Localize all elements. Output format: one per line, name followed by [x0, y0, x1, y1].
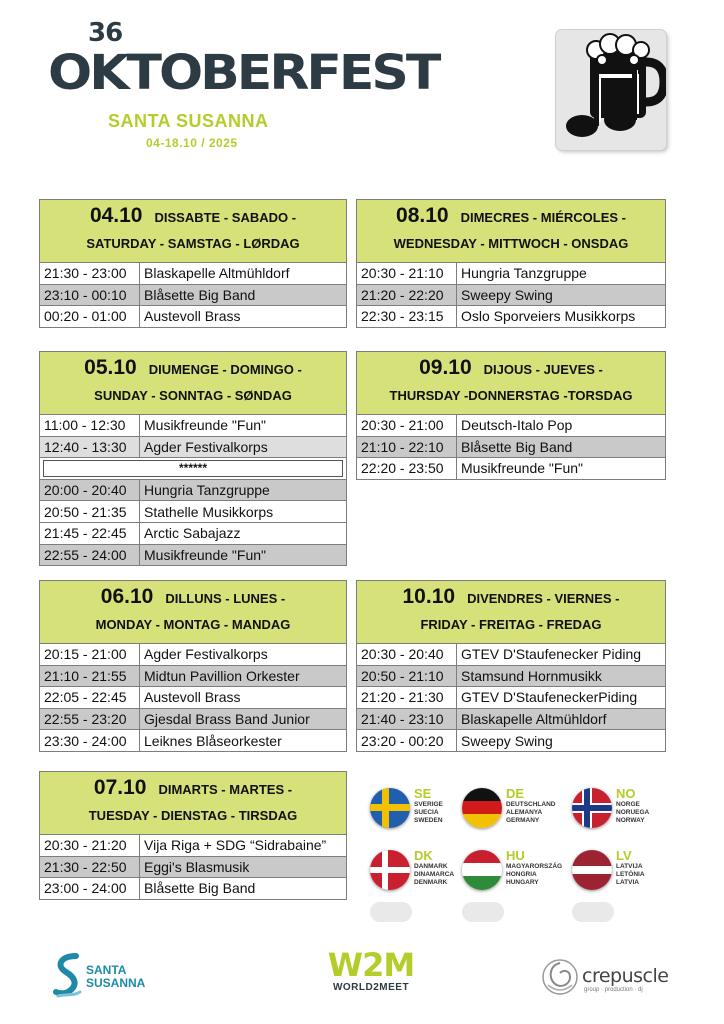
band-name: Deutsch-Italo Pop [461, 417, 573, 434]
day-header [39, 199, 347, 263]
flags-reflection [370, 902, 660, 932]
performance-time: 23:20 - 00:20 [357, 730, 457, 751]
performance-time: 12:40 - 13:30 [40, 437, 140, 458]
schedule-row [356, 709, 666, 731]
edition-number: 36 [88, 18, 123, 48]
day-header [356, 199, 666, 263]
country-flag [572, 848, 672, 900]
day-names-line1: DILLUNS - LUNES - [165, 591, 286, 606]
day-names-line2: SATURDAY - SAMSTAG - LØRDAG [86, 236, 300, 251]
band-name: Vija Riga + SDG “Sidrabaine” [144, 837, 327, 854]
day-block [39, 351, 347, 566]
performance-time: 20:50 - 21:35 [40, 501, 140, 522]
day-header [39, 771, 347, 835]
performance-time: 22:55 - 24:00 [40, 545, 140, 566]
schedule-row [39, 263, 347, 285]
separator-row [39, 458, 347, 480]
oktoberfest-logo [48, 18, 439, 158]
performance-time: 23:00 - 24:00 [40, 878, 140, 899]
performance-time: 21:40 - 23:10 [357, 709, 457, 730]
schedule-row [356, 458, 666, 480]
festival-location: SANTA SUSANNA [108, 111, 269, 131]
performance-time: 20:30 - 21:00 [357, 415, 457, 436]
schedule-row [39, 835, 347, 857]
schedule-row [39, 306, 347, 328]
country-code: DK [414, 848, 433, 863]
band-name: Arctic Sabajazz [144, 525, 241, 542]
country-flag [462, 786, 562, 838]
band-name: Stathelle Musikkorps [144, 503, 274, 520]
performance-time: 21:30 - 22:50 [40, 857, 140, 878]
country-names: NORGE NORUEGA NORWAY [616, 801, 650, 824]
schedule-row [39, 730, 347, 752]
schedule-row [356, 263, 666, 285]
performance-time: 20:50 - 21:10 [357, 666, 457, 687]
day-block [39, 580, 347, 752]
performance-time: 20:30 - 20:40 [357, 644, 457, 665]
country-flag [462, 848, 562, 900]
day-names-line1: DIMECRES - MIÉRCOLES - [460, 210, 626, 225]
performance-time: 23:10 - 00:10 [40, 285, 140, 306]
band-name: Musikfreunde "Fun" [144, 546, 266, 563]
band-name: Sweepy Swing [461, 286, 553, 303]
schedule-row [39, 545, 347, 567]
schedule-row [356, 730, 666, 752]
schedule-row [356, 306, 666, 328]
latvia-flag-icon [572, 850, 612, 890]
band-name: Agder Festivalkorps [144, 646, 268, 663]
performance-time: 23:30 - 24:00 [40, 730, 140, 751]
country-flag [370, 786, 470, 838]
day-header [39, 580, 347, 644]
country-code: HU [506, 848, 525, 863]
world2meet-logo: W2M WORLD2MEET [327, 946, 415, 993]
festival-dates: 04-18.10 / 2025 [146, 136, 238, 150]
day-names-line1: DIUMENGE - DOMINGO - [148, 362, 302, 377]
day-block [356, 199, 666, 328]
performance-time: 11:00 - 12:30 [40, 415, 140, 436]
performance-time: 21:10 - 21:55 [40, 666, 140, 687]
band-name: Blaskapelle Altmühldorf [461, 711, 607, 728]
day-date: 08.10 [396, 204, 449, 227]
day-names-line1: DIMARTS - MARTES - [158, 782, 293, 797]
band-name: Blåsette Big Band [144, 880, 256, 897]
santa-susanna-mark-icon [52, 952, 82, 998]
country-code: DE [506, 786, 525, 801]
santa-susanna-logo [52, 952, 162, 1002]
day-names-line2: THURSDAY -DONNERSTAG -TORSDAG [389, 388, 633, 403]
day-names-line1: DIJOUS - JUEVES - [483, 362, 603, 377]
day-date: 05.10 [84, 356, 137, 379]
band-name: Musikfreunde "Fun" [461, 460, 583, 477]
day-header [39, 351, 347, 415]
schedule-row [356, 415, 666, 437]
schedule-row [39, 523, 347, 545]
country-code: NO [616, 786, 636, 801]
performance-time: 21:20 - 21:30 [357, 687, 457, 708]
schedule-row [39, 480, 347, 502]
schedule-row [39, 666, 347, 688]
schedule-row [356, 666, 666, 688]
schedule-row [39, 857, 347, 879]
band-name: Blaskapelle Altmühldorf [144, 265, 290, 282]
performance-time: 22:30 - 23:15 [357, 306, 457, 327]
country-names: MAGYARORSZÁG HONGRIA HUNGARY [506, 863, 563, 886]
performance-time: 21:30 - 23:00 [40, 263, 140, 284]
performance-time: 20:30 - 21:10 [357, 263, 457, 284]
day-date: 04.10 [89, 204, 143, 227]
day-names-line2: TUESDAY - DIENSTAG - TIRSDAG [88, 808, 298, 823]
day-block [39, 199, 347, 328]
country-code: LV [616, 848, 632, 863]
schedule-row [39, 437, 347, 459]
band-name: Stamsund Hornmusikk [461, 667, 602, 684]
separator-text: ****** [178, 461, 208, 476]
country-flag [572, 786, 672, 838]
band-name: Oslo Sporveiers Musikkorps [461, 308, 636, 325]
country-code: SE [414, 786, 432, 801]
band-name: Hungria Tanzgruppe [461, 265, 587, 282]
country-flag [370, 848, 470, 900]
band-name: Blåsette Big Band [461, 438, 573, 455]
band-name: Eggi's Blasmusik [144, 858, 250, 875]
schedule-row [39, 709, 347, 731]
day-names-line2: SUNDAY - SONNTAG - SØNDAG [94, 388, 292, 403]
performance-time: 20:15 - 21:00 [40, 644, 140, 665]
schedule-row [356, 687, 666, 709]
schedule-row [39, 644, 347, 666]
band-name: Musikfreunde "Fun" [144, 417, 266, 434]
performance-time: 21:10 - 22:10 [357, 437, 457, 458]
band-name: Hungria Tanzgruppe [144, 482, 270, 499]
schedule-row [39, 285, 347, 307]
day-names-line2: WEDNESDAY - MITTWOCH - ONSDAG [393, 236, 629, 251]
performance-time: 22:05 - 22:45 [40, 687, 140, 708]
day-names-line1: DIVENDRES - VIERNES - [467, 591, 620, 606]
band-name: Midtun Pavillion Orkester [144, 667, 300, 684]
santa-susanna-text: SANTA SUSANNA [86, 963, 146, 990]
denmark-flag-icon [370, 850, 410, 890]
germany-flag-icon [462, 788, 502, 828]
schedule-row [356, 644, 666, 666]
band-name: Blåsette Big Band [144, 286, 256, 303]
schedule-row [39, 687, 347, 709]
day-block [39, 771, 347, 900]
day-block [356, 580, 666, 752]
band-name: Sweepy Swing [461, 732, 553, 749]
beer-music-icon [556, 30, 666, 150]
country-names: LATVIJA LETÒNIA LATVIA [616, 863, 645, 886]
day-date: 07.10 [93, 776, 147, 799]
band-name: Agder Festivalkorps [144, 438, 268, 455]
hungary-flag-icon [462, 850, 502, 890]
day-header [356, 580, 666, 644]
band-name: Gjesdal Brass Band Junior [144, 711, 310, 728]
day-names-line2: FRIDAY - FREITAG - FREDAG [420, 617, 602, 632]
schedule-row [356, 437, 666, 459]
schedule-row [39, 415, 347, 437]
sweden-flag-icon [370, 788, 410, 828]
band-name: GTEV D'StaufeneckerPiding [461, 689, 638, 706]
day-date: 10.10 [402, 585, 456, 608]
schedule-row [39, 878, 347, 900]
day-date: 06.10 [100, 585, 154, 608]
performance-time: 22:55 - 23:20 [40, 709, 140, 730]
band-name: Austevoll Brass [144, 308, 241, 325]
performance-time: 21:20 - 22:20 [357, 285, 457, 306]
day-date: 09.10 [419, 356, 472, 379]
band-name: Leiknes Blåseorkester [144, 732, 282, 749]
schedule-row [356, 285, 666, 307]
band-name: GTEV D'Staufenecker Piding [461, 646, 642, 663]
day-names-line2: MONDAY - MONTAG - MANDAG [95, 617, 291, 632]
crepuscle-logo: crepuscle group · production · dj [540, 955, 660, 999]
country-names: DEUTSCHLAND ALEMANYA GERMANY [506, 801, 556, 824]
performance-time: 00:20 - 01:00 [40, 306, 140, 327]
day-names-line1: DISSABTE - SABADO - [154, 210, 297, 225]
performance-time: 22:20 - 23:50 [357, 458, 457, 479]
day-block [356, 351, 666, 480]
band-name: Austevoll Brass [144, 689, 241, 706]
country-names: SVERIGE SUECIA SWEDEN [414, 801, 443, 824]
norway-flag-icon [572, 788, 612, 828]
performance-time: 20:30 - 21:20 [40, 835, 140, 856]
schedule-row [39, 501, 347, 523]
festival-title: OKTOBERFEST [48, 46, 439, 102]
performance-time: 20:00 - 20:40 [40, 480, 140, 501]
performance-time: 21:45 - 22:45 [40, 523, 140, 544]
crepuscle-emblem-icon [540, 957, 580, 997]
day-header [356, 351, 666, 415]
country-names: DANMARK DINAMARCA DENMARK [414, 863, 455, 886]
